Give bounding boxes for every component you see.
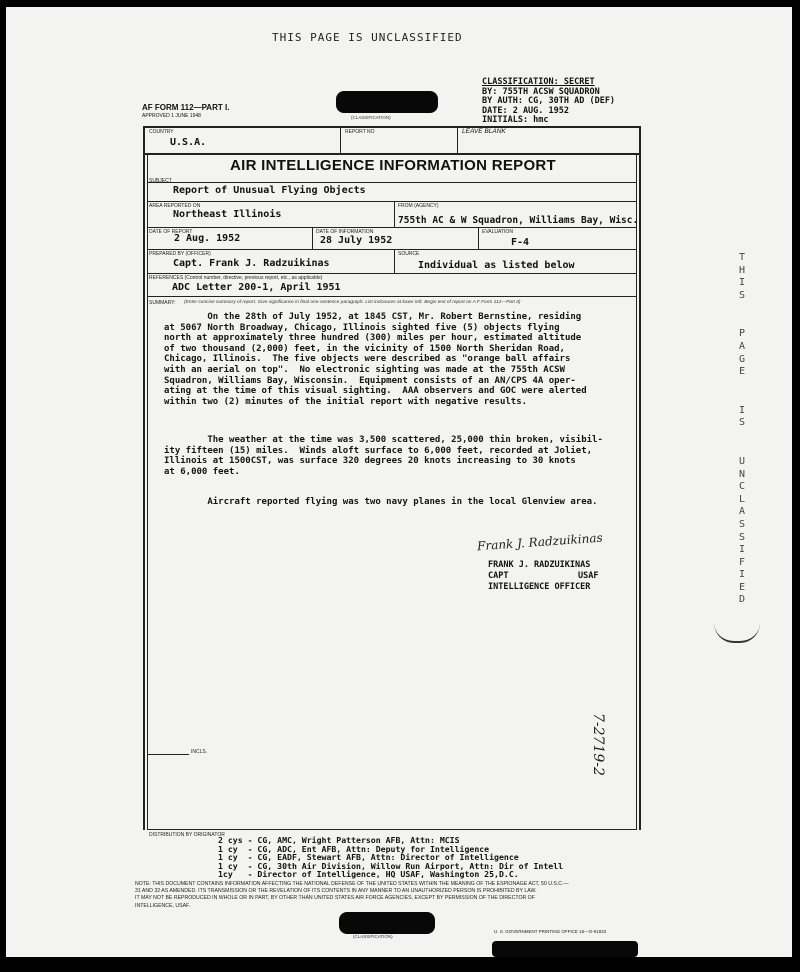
body-line: within two (2) minutes of the initial report with negative results.: [164, 396, 528, 407]
body-line: Illinois at 1500CST, was surface 320 degrees 20 knots increasing to 30 knots: [164, 456, 576, 467]
summary-paragraph-1: [164, 312, 587, 407]
body-line: at 6,000 feet.: [164, 466, 240, 477]
signer-title: INTELLIGENCE OFFICER: [488, 582, 591, 592]
classification-line: CLASSIFICATION: SECRET: [482, 77, 595, 87]
margin-handwritten-number: 7-2719-2: [590, 713, 606, 776]
country-value: U.S.A.: [170, 137, 207, 148]
note-line: NOTE: THIS DOCUMENT CONTAINS INFORMATION AFFECTING THE NATIONAL DEFENSE OF THE UNITED STATES WITHIN THE MEANING OF THE ESPIONAGE ACT, 50 U.S.C.—: [135, 881, 569, 887]
date-of-report-value: 2 Aug. 1952: [174, 233, 241, 244]
body-line: Chicago, Illinois. The five objects were described as "orange ball affairs: [164, 354, 571, 365]
distribution-item: 1 cy - CG, 30th Air Division, Willow Run Airport, Attn: Dir of Intell: [218, 860, 564, 871]
vertical-stamp-letter: D: [738, 594, 746, 606]
vertical-stamp-letter: S: [738, 518, 746, 530]
date-of-report-label: DATE OF REPORT: [149, 229, 193, 235]
evaluation-value: F-4: [511, 237, 530, 248]
vertical-stamp-letter: [736, 379, 748, 405]
stamp-mark: [714, 619, 760, 643]
redaction-bar: [336, 91, 438, 113]
distribution-item: 1 cy - CG, EADF, Stewart AFB, Attn: Director of Intelligence: [218, 852, 519, 863]
gpo-imprint: U. S. GOVERNMENT PRINTING OFFICE 16—O-91832: [494, 929, 607, 934]
distribution-list: [218, 836, 563, 879]
unclassified-banner: THIS PAGE IS UNCLASSIFIED: [272, 31, 463, 44]
vertical-stamp-letter: [736, 302, 748, 328]
body-line: at 5067 North Broadway, Chicago, Illinois sighted five (5) objects flying: [164, 322, 560, 333]
report-no-label: REPORT NO: [345, 129, 375, 135]
vertical-stamp-letter: I: [738, 404, 746, 416]
vertical-stamp-letter: S: [738, 289, 746, 301]
form-approved: APPROVED 1 JUNE 1948: [142, 113, 201, 119]
vertical-stamp-letter: S: [738, 531, 746, 543]
area-label: AREA REPORTED ON: [149, 203, 201, 209]
vertical-stamp-letter: A: [738, 340, 746, 352]
unclassified-vertical-stamp: [736, 252, 748, 607]
vertical-stamp-letter: [736, 430, 748, 456]
vertical-stamp-letter: G: [738, 353, 746, 365]
vertical-stamp-letter: I: [738, 544, 746, 556]
vertical-stamp-letter: H: [738, 264, 746, 276]
distribution-item: 1 cy - CG, ADC, Ent AFB, Attn: Deputy for Intelligence: [218, 843, 490, 854]
date-of-info-value: 28 July 1952: [320, 235, 393, 246]
body-line: The weather at the time was 3,500 scattered, 25,000 thin broken, visibil-: [164, 435, 603, 445]
subject-value: Report of Unusual Flying Objects: [173, 185, 366, 196]
vertical-stamp-letter: C: [738, 481, 746, 493]
summary-paragraph-2: [164, 435, 603, 477]
area-value: Northeast Illinois: [173, 209, 282, 220]
vertical-stamp-letter: P: [738, 328, 746, 340]
body-line: of two thousand (2,000) feet, in the vicinity of 1500 North Sheridan Road,: [164, 343, 565, 354]
body-line: with an aerial on top". No electronic sighting was made at the 755th ACSW: [164, 364, 565, 375]
redaction-caption: (CLASSIFICATION): [351, 115, 391, 120]
vertical-stamp-letter: L: [738, 493, 746, 505]
classification-line: BY AUTH: CG, 30TH AD (DEF): [482, 96, 616, 107]
incls-label: INCLS.: [191, 749, 208, 755]
distribution-item: 1cy - Director of Intelligence, HQ USAF, Washington 25,D.C.: [218, 869, 519, 880]
prepared-by-value: Capt. Frank J. Radzuikinas: [173, 258, 330, 269]
summary-paragraph-3: Aircraft reported flying was two navy planes in the local Glenview area.: [164, 497, 598, 507]
vertical-stamp-letter: I: [738, 569, 746, 581]
handwritten-signature: Frank J. Radzuikinas: [476, 530, 604, 554]
vertical-stamp-letter: S: [738, 417, 746, 429]
body-line: On the 28th of July 1952, at 1845 CST, Mr. Robert Bernstine, residing: [164, 312, 582, 322]
classification-block: [482, 78, 672, 126]
document-page: [6, 7, 792, 957]
references-label: REFERENCES (Control number, directive, previous report, etc., as applicable): [149, 275, 323, 281]
body-line: north at approximately three hundred (300) miles per hour, estimated altitude: [164, 333, 582, 344]
report-title: AIR INTELLIGENCE INFORMATION REPORT: [229, 157, 557, 174]
espionage-note: [135, 881, 569, 910]
country-label: COUNTRY: [149, 129, 174, 135]
vertical-stamp-letter: F: [738, 556, 746, 568]
distribution-item: 2 cys - CG, AMC, Wright Patterson AFB, Attn: MCIS: [218, 835, 460, 845]
body-line: ity fifteen (15) miles. Winds aloft surface to 6,000 feet, recorded at Joliet,: [164, 445, 593, 456]
signer-service: USAF: [578, 571, 599, 581]
classification-line: DATE: 2 AUG. 1952: [482, 105, 569, 116]
references-value: ADC Letter 200-1, April 1951: [172, 282, 341, 293]
summary-label: SUMMARY:: [149, 300, 176, 306]
vertical-stamp-letter: E: [738, 366, 746, 378]
redaction-caption: (CLASSIFICATION): [353, 934, 393, 939]
from-label: FROM (AGENCY): [398, 203, 439, 209]
vertical-stamp-letter: N: [738, 468, 746, 480]
body-line: Squadron, Williams Bay, Wisconsin. Equipment consists of an AN/CPS 4A oper-: [164, 375, 576, 386]
from-value: 755th AC & W Squadron, Williams Bay, Wisc.: [398, 215, 639, 226]
subject-label: SUBJECT: [149, 178, 172, 184]
evaluation-label: EVALUATION: [482, 229, 513, 235]
date-of-info-label: DATE OF INFORMATION: [316, 229, 374, 235]
signer-name: FRANK J. RADZUIKINAS: [488, 560, 591, 570]
vertical-stamp-letter: U: [738, 455, 746, 467]
vertical-stamp-letter: T: [738, 252, 746, 263]
vertical-stamp-letter: E: [738, 581, 746, 593]
note-line: 31 AND 32 AS AMENDED. ITS TRANSMISSION OR THE REVELATION OF ITS CONTENTS IN ANY MANNER TO AN UNAUTHORIZED PERSON IS PROHIBITED BY LAW.: [135, 888, 537, 895]
signature-block: [488, 560, 599, 593]
source-label: SOURCE: [398, 251, 420, 257]
classification-line: BY: 755TH ACSW SQUADRON: [482, 86, 600, 97]
form-id: AF FORM 112—PART I.: [142, 103, 230, 112]
distribution-label: DISTRIBUTION BY ORIGINATOR: [149, 832, 225, 838]
redaction-bar: [339, 912, 435, 934]
prepared-by-label: PREPARED BY (OFFICER): [149, 251, 211, 257]
signer-rank: CAPT: [488, 571, 509, 581]
source-value: Individual as listed below: [418, 260, 575, 271]
vertical-stamp-letter: A: [738, 506, 746, 518]
classification-line: INITIALS: hmc: [482, 115, 549, 126]
body-line: ating at the time of this visual sighting. AAA observers and GOC were alerted: [164, 386, 587, 397]
summary-instructions: (Enter concise summary of report. Give significance in final one-sentence paragraph. List inclosures at lower left. Begin text of report on A F Form 112—Part II): [184, 300, 521, 305]
note-line: INTELLIGENCE, USAF.: [135, 902, 191, 909]
redaction-bar: [492, 941, 638, 957]
note-line: IT MAY NOT BE REPRODUCED IN WHOLE OR IN PART, BY OTHER THAN UNITED STATES AIR FORCE AGENCIES, EXCEPT BY PERMISSION OF THE DIRECTOR OF: [135, 895, 535, 902]
vertical-stamp-letter: I: [738, 277, 746, 289]
leave-blank-label: LEAVE BLANK: [462, 128, 506, 135]
